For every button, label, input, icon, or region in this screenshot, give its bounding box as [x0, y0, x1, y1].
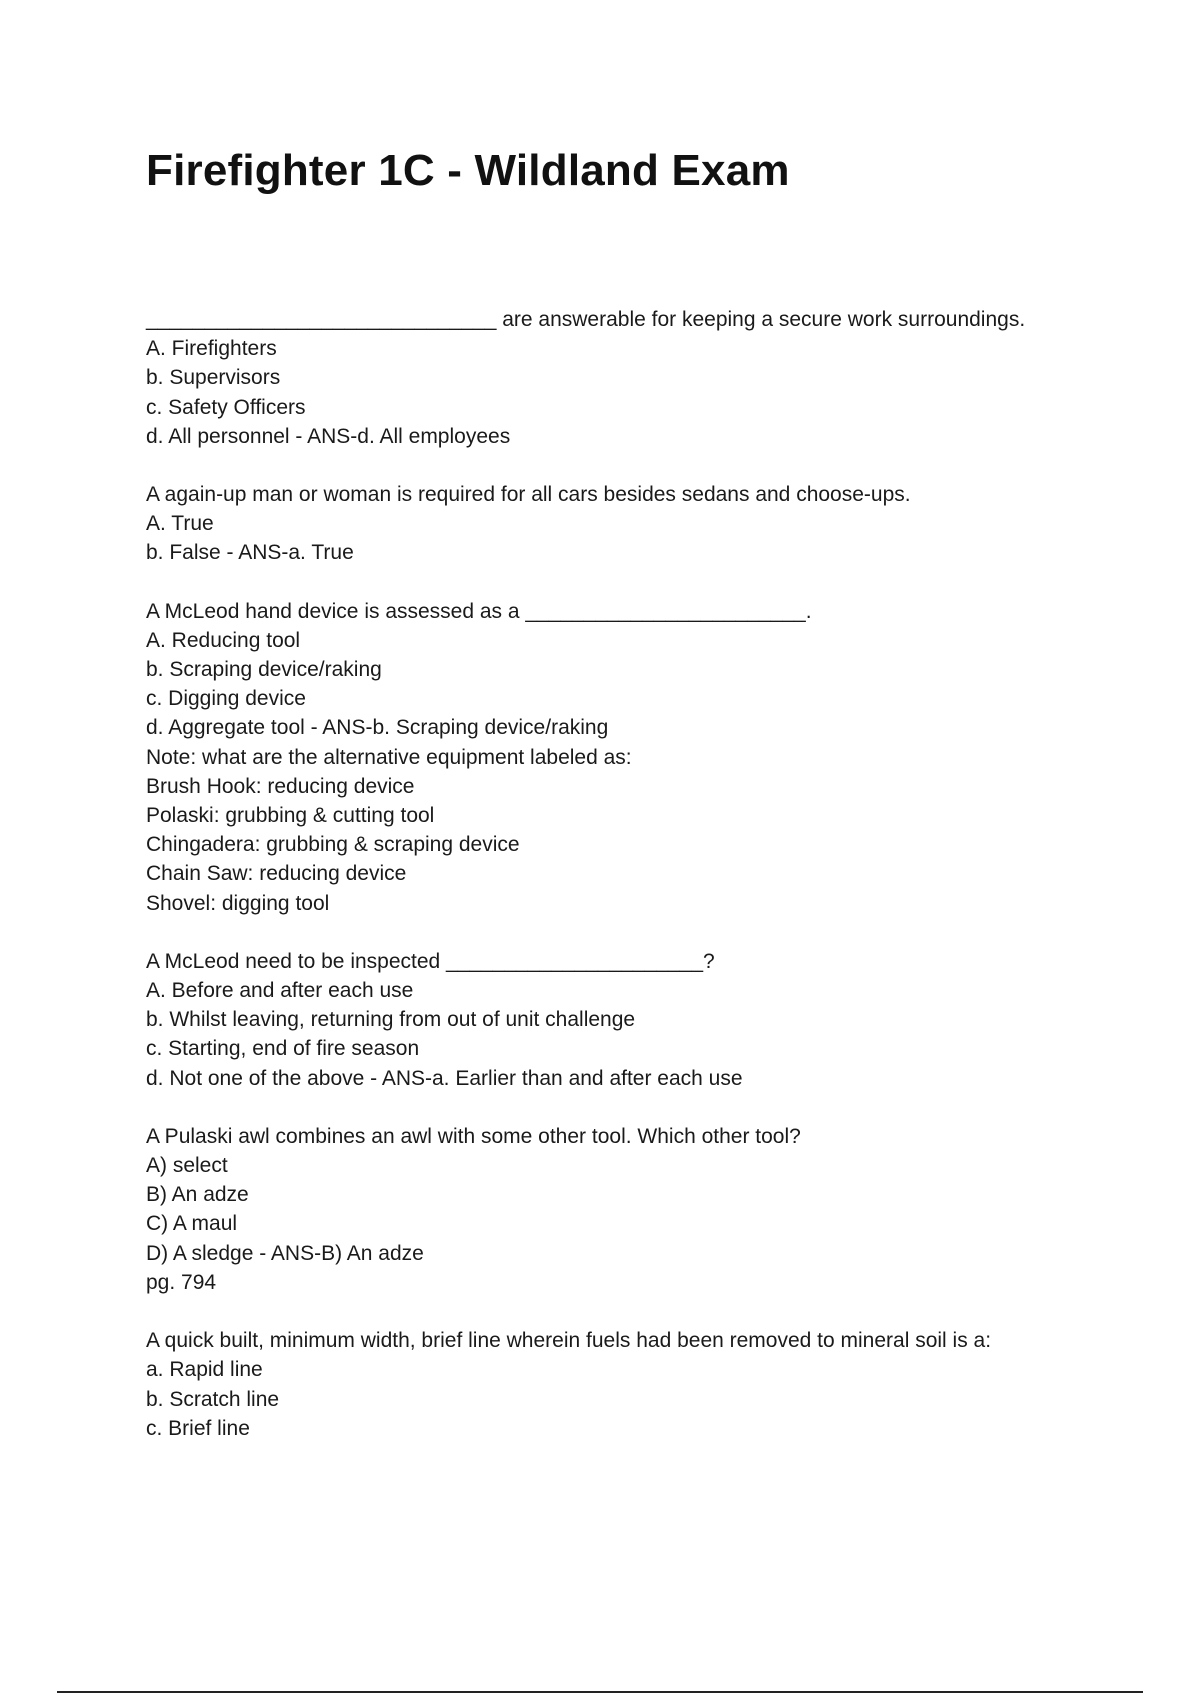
- answer-option: A. Firefighters: [146, 337, 277, 361]
- answer-option: b. Whilst leaving, returning from out of unit challenge: [146, 1008, 636, 1032]
- answer-option: C) A maul: [146, 1212, 238, 1236]
- answer-option: d. Aggregate tool - ANS-b. Scraping device/raking: [146, 716, 609, 740]
- note-line: Brush Hook: reducing device: [146, 774, 415, 798]
- answer-option: c. Safety Officers: [146, 395, 306, 419]
- note-line: Chain Saw: reducing device: [146, 862, 407, 886]
- note-line: Note: what are the alternative equipment labeled as:: [146, 745, 632, 769]
- question-text: A McLeod hand device is assessed as a ________________________.: [146, 599, 812, 623]
- question-block: [146, 1326, 1126, 1443]
- answer-option: d. All personnel - ANS-d. All employees: [146, 424, 511, 448]
- answer-option: c. Brief line: [146, 1416, 250, 1440]
- question-list: [146, 305, 1126, 1472]
- document-title: Firefighter 1C - Wildland Exam: [146, 146, 790, 195]
- note-line: Shovel: digging tool: [146, 891, 330, 915]
- answer-option: A) select: [146, 1154, 228, 1178]
- answer-option: A. Before and after each use: [146, 979, 414, 1003]
- answer-option: c. Starting, end of fire season: [146, 1037, 420, 1061]
- question-text: ______________________________ are answerable for keeping a secure work surroundings.: [146, 308, 1026, 331]
- answer-option: A. True: [146, 512, 214, 536]
- answer-option: c. Digging device: [146, 687, 306, 711]
- question-block: [146, 947, 1126, 1093]
- footer-divider: [57, 1691, 1143, 1693]
- question-text: A Pulaski awl combines an awl with some other tool. Which other tool?: [146, 1124, 801, 1148]
- answer-option: b. Supervisors: [146, 366, 281, 390]
- question-block: [146, 305, 1126, 451]
- answer-option: b. Scratch line: [146, 1387, 280, 1411]
- note-line: Chingadera: grubbing & scraping device: [146, 833, 520, 857]
- question-block: [146, 480, 1126, 568]
- note-line: Polaski: grubbing & cutting tool: [146, 804, 435, 828]
- answer-option: D) A sledge - ANS-B) An adze: [146, 1241, 424, 1265]
- answer-option: b. False - ANS-a. True: [146, 541, 354, 565]
- answer-option: B) An adze: [146, 1183, 249, 1207]
- question-text: A quick built, minimum width, brief line wherein fuels had been removed to mineral soil is a:: [146, 1329, 992, 1353]
- answer-option: d. Not one of the above - ANS-a. Earlier than and after each use: [146, 1066, 743, 1090]
- question-text: A McLeod need to be inspected ______________________?: [146, 949, 715, 973]
- answer-option: A. Reducing tool: [146, 628, 301, 652]
- question-block: [146, 1122, 1126, 1297]
- answer-option: a. Rapid line: [146, 1358, 263, 1382]
- question-block: [146, 597, 1126, 918]
- answer-option: b. Scraping device/raking: [146, 658, 382, 682]
- page-reference: pg. 794: [146, 1270, 217, 1294]
- question-text: A again-up man or woman is required for all cars besides sedans and choose-ups.: [146, 483, 911, 507]
